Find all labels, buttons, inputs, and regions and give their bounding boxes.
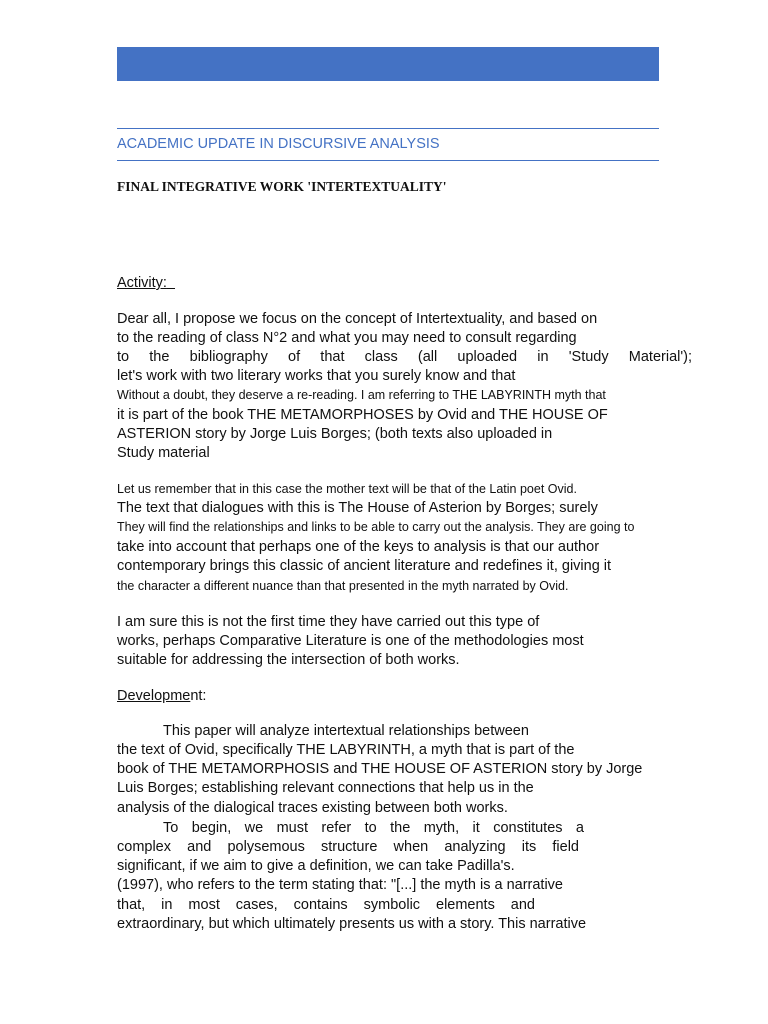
text-line: I am sure this is not the first time they have carried out this type of — [117, 614, 540, 630]
text-line: contemporary brings this classic of ancient literature and redefines it, giving it — [117, 558, 612, 574]
text-line: (1997), who refers to the term stating that: "[...] the myth is a narrative — [117, 877, 563, 893]
text-line: complex and polysemous structure when analyzing its field — [117, 839, 579, 855]
text-line: let's work with two literary works that you surely know and that — [117, 368, 516, 384]
text-line: take into account that perhaps one of the keys to analysis is that our author — [117, 539, 600, 555]
text-line: extraordinary, but which ultimately presents us with a story. This narrative — [117, 916, 587, 932]
text-line: analysis of the dialogical traces existing between both works. — [117, 800, 508, 816]
text-line: significant, if we aim to give a definition, we can take Padilla's. — [117, 858, 515, 874]
text-line: the text of Ovid, specifically THE LABYRINTH, a myth that is part of the — [117, 742, 575, 758]
text-line: book of THE METAMORPHOSIS and THE HOUSE OF ASTERION story by Jorge — [117, 761, 643, 777]
text-line: the character a different nuance than that presented in the myth narrated by Ovid. — [117, 579, 569, 593]
text-line: Let us remember that in this case the mother text will be that of the Latin poet Ovid. — [117, 482, 577, 496]
text-line: to the bibliography of that class (all uploaded in 'Study Material'); — [117, 349, 692, 365]
text-line: This paper will analyze intertextual relationships between — [163, 723, 529, 739]
development-label: Development: — [117, 688, 207, 704]
text-line: Luis Borges; establishing relevant connections that help us in the — [117, 780, 534, 796]
text-line: The text that dialogues with this is The House of Asterion by Borges; surely — [117, 500, 598, 516]
text-line: To begin, we must refer to the myth, it constitutes a — [163, 820, 584, 836]
heading-bottom-rule — [117, 160, 659, 161]
heading-top-rule — [117, 128, 659, 129]
text-line: it is part of the book THE METAMORPHOSES by Ovid and THE HOUSE OF — [117, 407, 608, 423]
text-line: ASTERION story by Jorge Luis Borges; (both texts also uploaded in — [117, 426, 553, 442]
activity-label: Activity: — [117, 275, 167, 291]
text-line: suitable for addressing the intersection of both works. — [117, 652, 460, 668]
text-line: Without a doubt, they deserve a re-reading. I am referring to THE LABYRINTH myth that — [117, 388, 606, 402]
header-banner — [117, 47, 659, 81]
document-subtitle: FINAL INTEGRATIVE WORK 'INTERTEXTUALITY' — [117, 179, 447, 194]
text-line: They will find the relationships and links to be able to carry out the analysis. They are going to — [117, 520, 635, 534]
page-heading: ACADEMIC UPDATE IN DISCURSIVE ANALYSIS — [117, 136, 440, 152]
text-line: Dear all, I propose we focus on the concept of Intertextuality, and based on — [117, 311, 598, 327]
text-line: works, perhaps Comparative Literature is one of the methodologies most — [117, 633, 584, 649]
text-line: to the reading of class N°2 and what you may need to consult regarding — [117, 330, 577, 346]
text-line: that, in most cases, contains symbolic elements and — [117, 897, 535, 913]
text-line: Study material — [117, 445, 210, 461]
